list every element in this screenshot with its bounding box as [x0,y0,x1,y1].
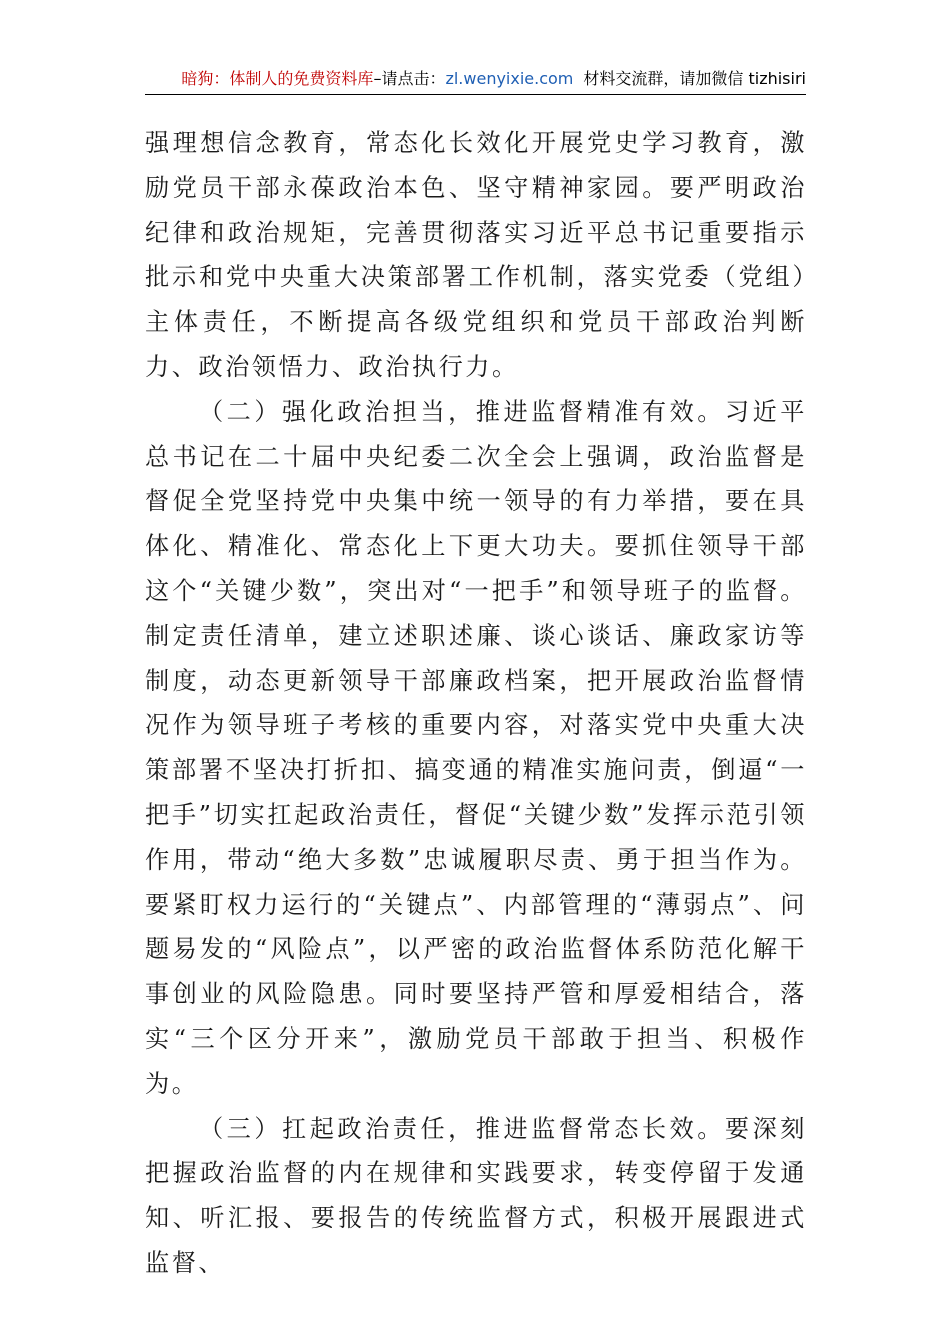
site-name: 暗狗：体制人的免费资料库 [181,69,374,88]
wechat-note: 材料交流群，请加微信 tizhisiri [583,69,806,88]
page-header [145,64,806,95]
paragraph-section-3: （三）扛起政治责任，推进监督常态长效。要深刻把握政治监督的内在规律和实践要求，转变停留于发通知、听汇报、要报告的传统监督方式，积极开展跟进式监督、 [145,1114,807,1277]
paragraph-continuation: 强理想信念教育，常态化长效化开展党史学习教育，激励党员干部永葆政治本色、坚守精神家园。要严明政治纪律和政治规矩，完善贯彻落实习近平总书记重要指示批示和党中央重大决策部署工作机制，落实党委（党组）主体责任，不断提高各级党组织和党员干部政治判断力、政治领悟力、政治执行力。 [145,129,807,381]
click-prompt: –请点击： [373,69,446,88]
document-body [145,121,807,1286]
site-url-link[interactable]: zl.wenyixie.com [445,69,574,88]
paragraph-section-2: （二）强化政治担当，推进监督精准有效。习近平总书记在二十届中央纪委二次全会上强调，政治监督是督促全党坚持党中央集中统一领导的有力举措，要在具体化、精准化、常态化上下更大功夫。要抓住领导干部这个“关键少数”，突出对“一把手”和领导班子的监督。制定责任清单，建立述职述廉、谈心谈话、廉政家访等制度，动态更新领导干部廉政档案，把开展政治监督情况作为领导班子考核的重要内容，对落实党中央重大决策部署不坚决打折扣、搞变通的精准实施问责，倒逼“一把手”切实扛起政治责任，督促“关键少数”发挥示范引领作用，带动“绝大多数”忠诚履职尽责、勇于担当作为。要紧盯权力运行的“关键点”、内部管理的“薄弱点”、问题易发的“风险点”，以严密的政治监督体系防范化解干事创业的风险隐患。同时要坚持严管和厚爱相结合，落实“三个区分开来”，激励党员干部敢于担当、积极作为。 [145,397,807,1098]
